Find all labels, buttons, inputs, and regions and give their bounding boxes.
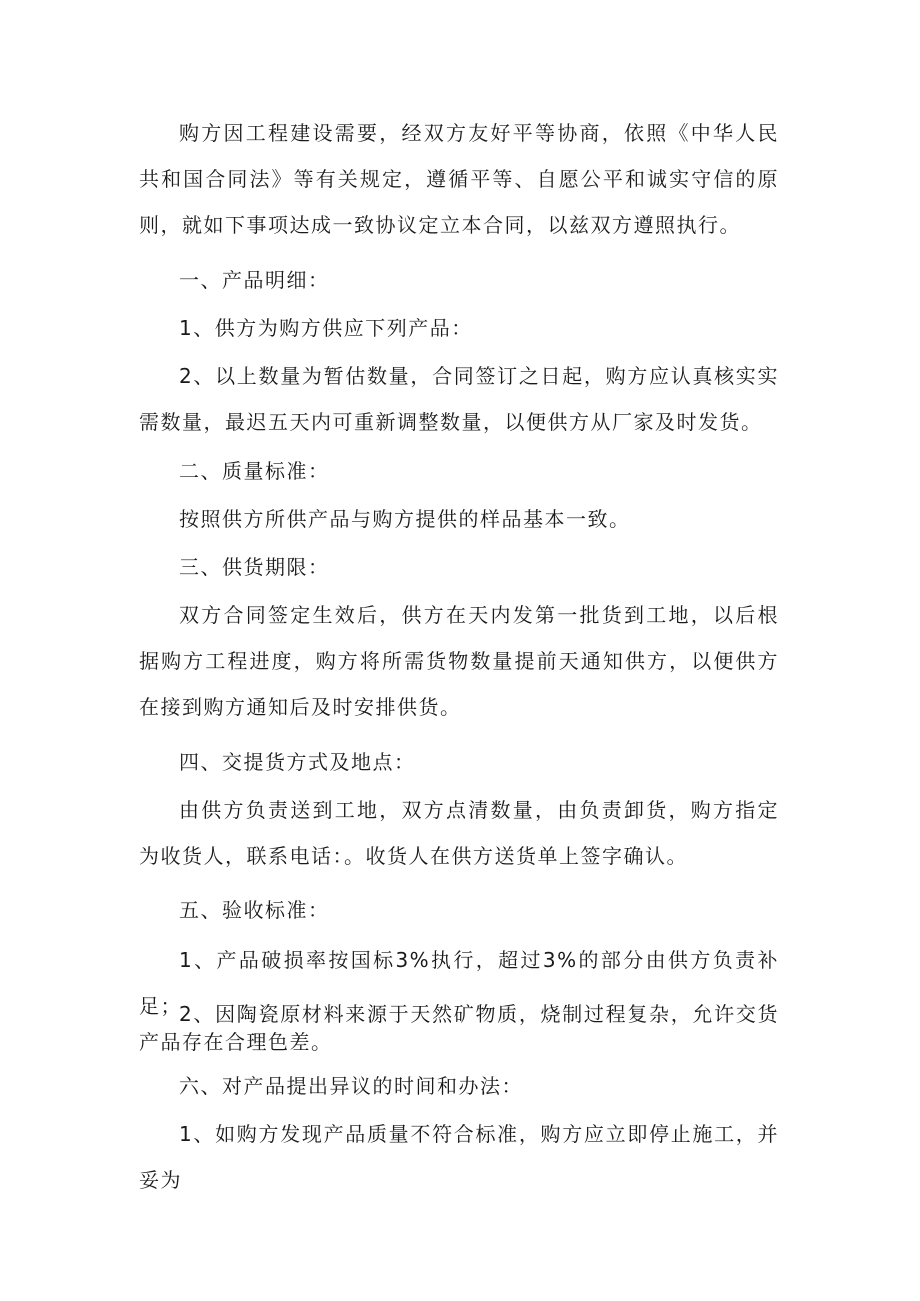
- clause-6-1: 1、如购方发现产品质量不符合标准，购方应立即停止施工，并妥为: [139, 1122, 779, 1192]
- section-heading-delivery-method: 四、交提货方式及地点：: [179, 750, 416, 774]
- section-heading-delivery-period: 三、供货期限：: [179, 555, 330, 579]
- clause-5-2: 2、因陶瓷原材料来源于天然矿物质，烧制过程复杂，允许交货产品存在合理色差。: [139, 1002, 779, 1054]
- clause-2-body: 按照供方所供产品与购方提供的样品基本一致。: [179, 507, 631, 531]
- clause-1-1: 1、供方为购方供应下列产品：: [179, 316, 473, 340]
- section-heading-objection: 六、对产品提出异议的时间和办法：: [179, 1074, 523, 1098]
- clause-1-2: 2、以上数量为暂估数量，合同签订之日起，购方应认真核实实需数量，最迟五天内可重新调整数量，以便供方从厂家及时发货。: [139, 364, 779, 434]
- clause-4-body: 由供方负责送到工地，双方点清数量，由负责卸货，购方指定为收货人，联系电话：。收货人在供方送货单上签字确认。: [139, 798, 779, 868]
- clause-3-body: 双方合同签定生效后，供方在天内发第一批货到工地，以后根据购方工程进度，购方将所需货物数量提前天通知供方，以便供方在接到购方通知后及时安排供货。: [139, 603, 779, 719]
- clause-5-1: 1、产品破损率按国标3%执行，超过3%的部分由供方负责补足；: [139, 948, 779, 1018]
- section-heading-acceptance: 五、验收标准：: [179, 898, 330, 922]
- intro-paragraph: 购方因工程建设需要，经双方友好平等协商，依照《中华人民共和国合同法》等有关规定，遵循平等、自愿公平和诚实守信的原则，就如下事项达成一致协议定立本合同，以兹双方遵照执行。: [139, 121, 779, 237]
- section-heading-product-details: 一、产品明细：: [179, 268, 330, 292]
- section-heading-quality: 二、质量标准：: [179, 459, 330, 483]
